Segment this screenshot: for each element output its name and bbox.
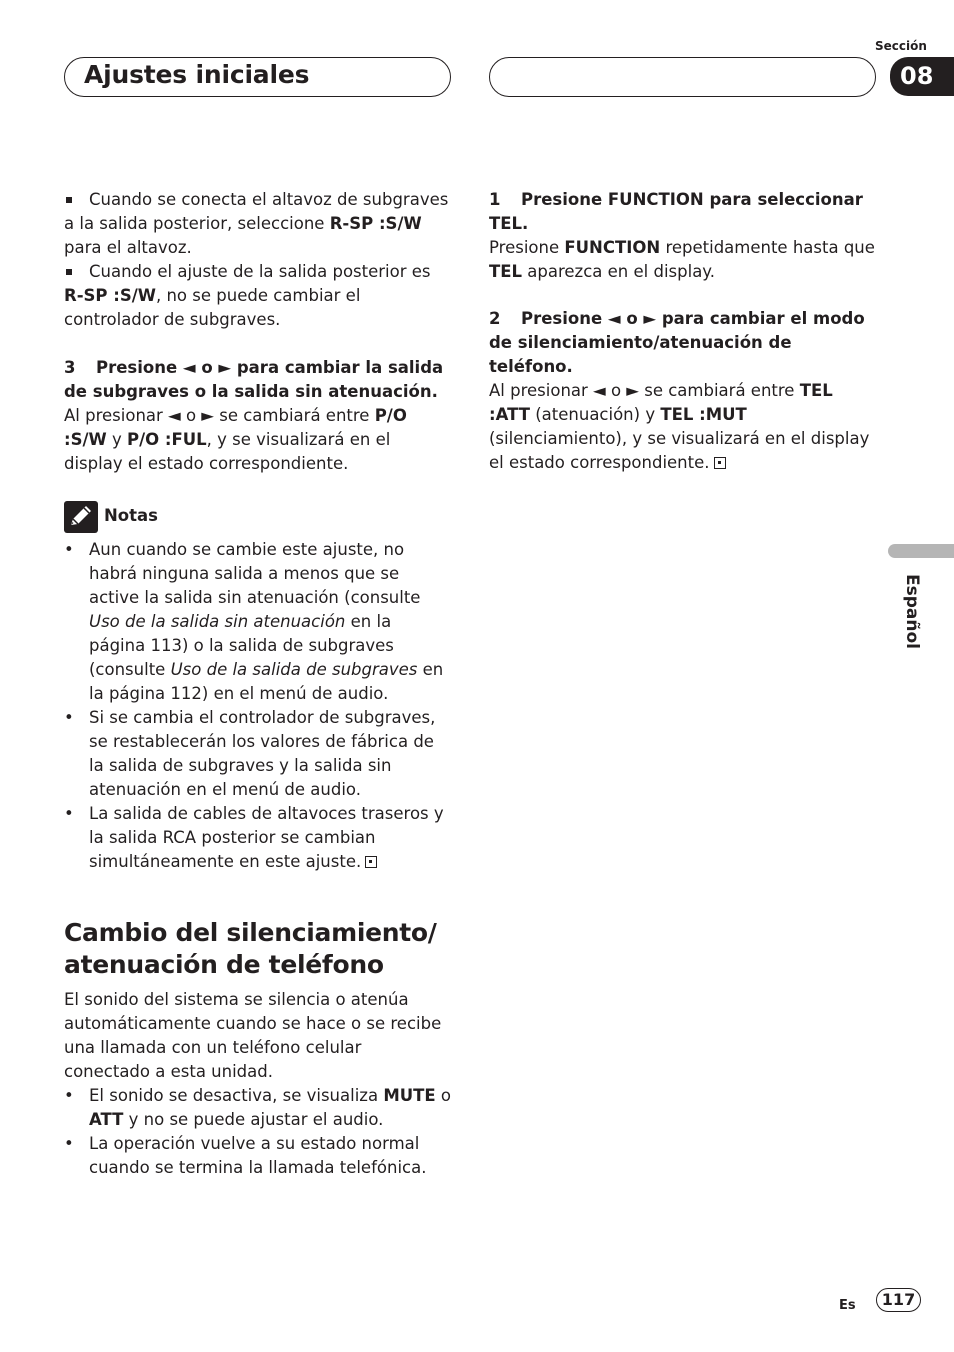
step-number: 3: [64, 358, 76, 377]
step-2-title: [489, 307, 877, 379]
display-text-bold: TEL :MUT: [660, 405, 747, 424]
footer-language-code: Es: [839, 1298, 856, 1313]
button-name-bold: FUNCTION: [564, 238, 661, 257]
body-text: y: [106, 430, 127, 449]
left-column: [64, 188, 452, 476]
bullet-bold: R-SP :S/W: [329, 214, 422, 233]
note-item: [64, 706, 452, 802]
page-number: 117: [876, 1288, 921, 1312]
list-text: o: [435, 1086, 452, 1105]
list-item: [64, 1132, 452, 1180]
body-text: Al presionar ◄ o ► se cambiará entre: [64, 406, 375, 425]
body-text: aparezca en el display.: [522, 262, 715, 281]
step-title-text: Presione ◄ o ► para cambiar la salida de subgraves o la salida sin atenuación.: [64, 358, 444, 401]
list-text: La operación vuelve a su estado normal cuando se termina la llamada telefónica.: [89, 1134, 427, 1177]
step-number: 1: [489, 190, 501, 209]
right-column: [489, 188, 877, 475]
note-text: Aun cuando se cambie este ajuste, no habrá ninguna salida a menos que se active la salida sin atenuación (consulte: [89, 540, 421, 607]
step-title-text: Presione ◄ o ► para cambiar el modo de silenciamiento/atenuación de teléfono.: [489, 309, 865, 376]
display-text-bold: ATT: [89, 1110, 124, 1129]
end-of-section-icon: [365, 856, 377, 868]
square-bullet-item: [64, 188, 452, 260]
list-text: y no se puede ajustar el audio.: [123, 1110, 384, 1129]
language-label: Español: [902, 574, 922, 649]
notes-title: Notas: [104, 506, 158, 525]
body-text: repetidamente hasta que: [660, 238, 875, 257]
step-1-body: [489, 236, 877, 284]
bullet-text: para el altavoz.: [64, 238, 192, 257]
list-text: El sonido se desactiva, se visualiza: [89, 1086, 384, 1105]
section-label: Sección: [875, 39, 927, 53]
option-bold: P/O :FUL: [126, 430, 207, 449]
note-text: Si se cambia el controlador de subgraves, se restablecerán los valores de fábrica de la salida de subgraves y la salida sin atenuación en el menú de audio.: [89, 708, 436, 799]
header-blank-frame: [489, 57, 876, 97]
section-heading: Cambio del silenciamiento/ atenuación de teléfono: [64, 918, 437, 979]
section-number-badge: 08: [890, 57, 954, 96]
body-text: (atenuación) y: [529, 405, 661, 424]
notes-list: [64, 538, 452, 874]
pencil-note-icon: [64, 501, 98, 533]
note-text: en la página 112) en el menú de audio.: [89, 660, 444, 703]
section-intro: El sonido del sistema se silencia o atenúa automáticamente cuando se hace o se recibe una llamada con un teléfono celular conectado a esta unidad.: [64, 990, 442, 1081]
step-3-body: [64, 404, 452, 476]
section-body: [64, 988, 452, 1180]
body-text: Al presionar ◄ o ► se cambiará entre: [489, 381, 800, 400]
notes-list-container: [64, 538, 452, 874]
note-reference: Uso de la salida de subgraves: [170, 660, 418, 679]
option-bold: P/O :S/W: [64, 406, 407, 449]
note-text: en la página 113) o la salida de subgraves (consulte: [89, 612, 394, 679]
display-text-bold: MUTE: [383, 1086, 436, 1105]
note-reference: Uso de la salida sin atenuación: [89, 612, 346, 631]
language-tab-marker: [888, 544, 954, 558]
display-text-bold: TEL :ATT: [489, 381, 833, 424]
step-title-text: Presione FUNCTION para seleccionar TEL.: [489, 190, 863, 233]
bullet-text: Cuando el ajuste de la salida posterior es: [89, 262, 431, 281]
display-text-bold: TEL: [489, 262, 523, 281]
body-text: , y se visualizará en el display el estado correspondiente.: [64, 430, 391, 473]
square-bullet-item: [64, 260, 452, 332]
note-item: [64, 538, 452, 706]
end-of-section-icon: [714, 457, 726, 469]
body-text: (silenciamiento), y se visualizará en el display el estado correspondiente.: [489, 429, 870, 472]
body-text: Presione: [489, 238, 565, 257]
bullet-text: Cuando se conecta el altavoz de subgraves a la salida posterior, seleccione: [64, 190, 449, 233]
section-list: [64, 1084, 452, 1180]
note-item: [64, 802, 452, 874]
note-text: La salida de cables de altavoces traseros y la salida RCA posterior se cambian simultáneamente en este ajuste.: [89, 804, 444, 871]
step-1-title: [489, 188, 877, 236]
step-number: 2: [489, 309, 501, 328]
page-title: Ajustes iniciales: [84, 60, 310, 89]
list-item: [64, 1084, 452, 1132]
step-3-title: [64, 356, 452, 404]
step-2-body: [489, 379, 877, 475]
bullet-bold: R-SP :S/W: [64, 286, 156, 305]
bullet-text: , no se puede cambiar el controlador de subgraves.: [64, 286, 361, 329]
